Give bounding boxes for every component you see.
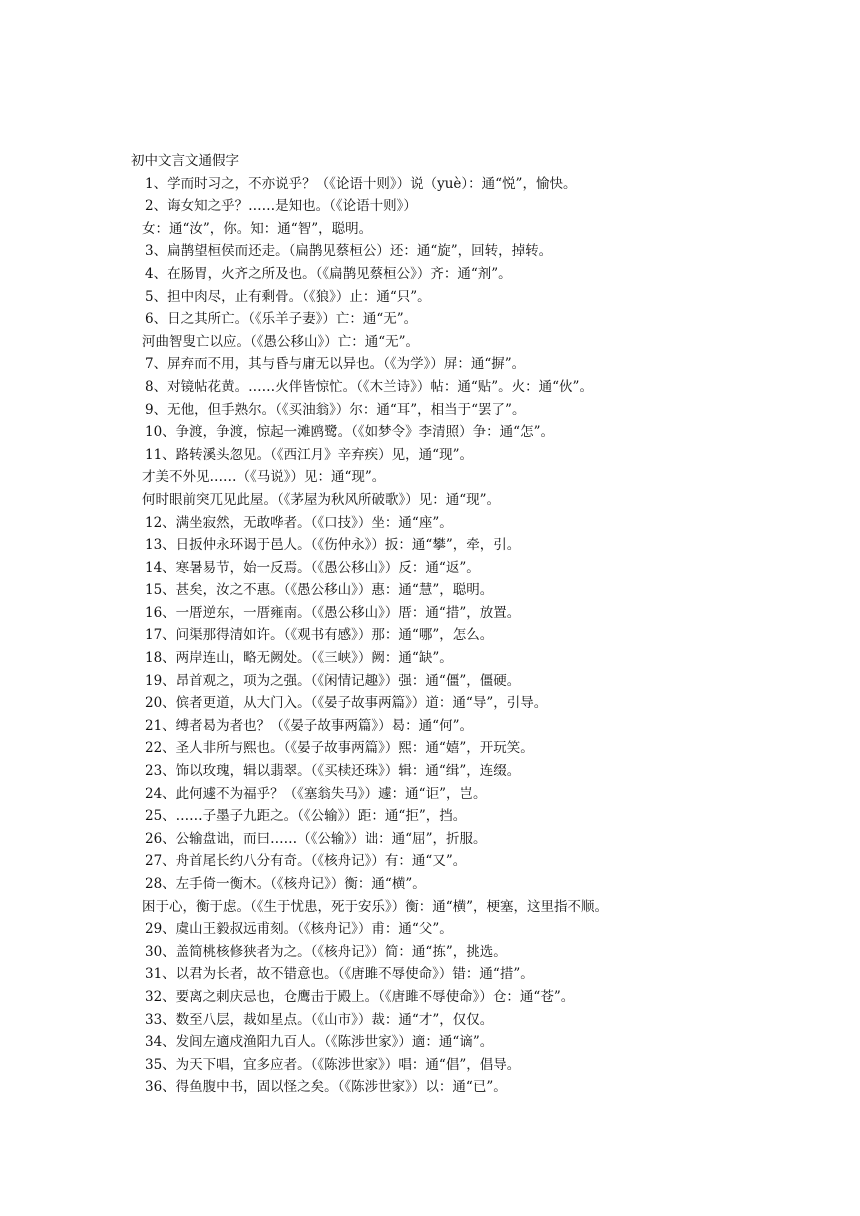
entry-line: 8、对镜帖花黄。……火伴皆惊忙。（《木兰诗》）帖：通“贴”。火：通“伙”。 bbox=[145, 378, 593, 395]
entry-line: 4、在肠胃，火齐之所及也。（《扁鹊见蔡桓公》）齐：通“剂”。 bbox=[145, 265, 512, 282]
entry-continuation: 女：通“汝”，你。知：通“智”，聪明。 bbox=[142, 220, 373, 237]
entry-line: 23、饰以玫瑰，辑以翡翠。（《买椟还珠》）辑：通“缉”，连缀。 bbox=[145, 763, 521, 780]
entry-line: 24、此何遽不为福乎？（《塞翁失马》）遽：通“讵”，岂。 bbox=[145, 785, 487, 802]
entry-line: 6、日之其所亡。（《乐羊子妻》）亡：通“无”。 bbox=[145, 311, 418, 328]
entry-line: 3、扁鹊望桓侯而还走。（扁鹊见蔡桓公）还：通“旋”，回转，掉转。 bbox=[145, 243, 553, 260]
entry-line: 30、盖简桃核修狭者为之。（《核舟记》）简：通“拣”，挑选。 bbox=[145, 943, 507, 960]
entry-line: 22、圣人非所与熙也。（《晏子故事两篇》）熙：通“嬉”，开玩笑。 bbox=[145, 740, 534, 757]
entry-line: 20、傧者更道，从大门入。（《晏子故事两篇》）道：通“导”，引导。 bbox=[145, 695, 548, 712]
entry-line: 5、担中肉尽，止有剩骨。（《狼》）止：通“只”。 bbox=[145, 288, 431, 305]
entry-line: 15、甚矣，汝之不惠。（《愚公移山》）惠：通“慧”，聪明。 bbox=[145, 582, 494, 599]
entry-line: 14、寒暑易节，始一反焉。（《愚公移山》）反：通“返”。 bbox=[145, 559, 480, 576]
entry-line: 12、满坐寂然，无敢哗者。（《口技》）坐：通“座”。 bbox=[145, 514, 453, 531]
entry-line: 31、以君为长者，故不错意也。（《唐雎不辱使命》）错：通“措”。 bbox=[145, 966, 534, 983]
entry-line: 9、无他，但手熟尔。（《买油翁》）尔：通“耳”，相当于“罢了”。 bbox=[145, 401, 526, 418]
entry-line: 21、缚者曷为者也？（《晏子故事两篇》）曷：通“何”。 bbox=[145, 717, 473, 734]
entry-line: 13、日扳仲永环谒于邑人。（《伤仲永》）扳：通“攀”，牵，引。 bbox=[145, 537, 521, 554]
entry-continuation: 才美不外见……（《马说》）见：通“现”。 bbox=[142, 469, 386, 486]
document-title: 初中文言文通假字 bbox=[131, 153, 239, 169]
entry-line: 26、公输盘诎，而曰……（《公输》）诎：通“屈”，折服。 bbox=[145, 830, 487, 847]
entry-line: 35、为天下唱，宜多应者。（《陈涉世家》）唱：通“倡”，倡导。 bbox=[145, 1056, 521, 1073]
entry-line: 7、屏弃而不用，其与昏与庸无以异也。（《为学》）屏：通“摒”。 bbox=[145, 356, 526, 373]
entry-line: 16、一厝逆东，一厝雍南。（《愚公移山》）厝：通“措”，放置。 bbox=[145, 604, 521, 621]
entry-line: 25、……子墨子九距之。（《公输》）距：通“拒”，挡。 bbox=[145, 808, 467, 825]
entry-line: 33、数至八层，裁如星点。（《山市》）裁：通“才”，仅仅。 bbox=[145, 1011, 494, 1028]
entry-line: 17、问渠那得清如许。（《观书有感》）那：通“哪”，怎么。 bbox=[145, 627, 494, 644]
entry-line: 27、舟首尾长约八分有奇。（《核舟记》）有：通“又”。 bbox=[145, 853, 467, 870]
entry-line: 32、要离之刺庆忌也，仓鹰击于殿上。（《唐雎不辱使命》）仓：通“苍”。 bbox=[145, 988, 575, 1005]
entry-line: 36、得鱼腹中书，固以怪之矣。（《陈涉世家》）以：通“已”。 bbox=[145, 1079, 507, 1096]
entry-line: 29、虞山王毅叔远甫刻。（《核舟记》）甫：通“父”。 bbox=[145, 921, 453, 938]
entry-line: 10、争渡，争渡，惊起一滩鸥鹭。（《如梦令》李清照）争：通“怎”。 bbox=[145, 424, 554, 441]
entry-line: 28、左手倚一衡木。（《核舟记》）衡：通“横”。 bbox=[145, 876, 426, 892]
entry-line: 2、诲女知之乎？……是知也。（《论语十则》） bbox=[145, 198, 417, 215]
entry-line: 19、昂首观之，项为之强。（《闲情记趣》）强：通“僵”，僵硬。 bbox=[145, 672, 521, 689]
entry-continuation: 河曲智叟亡以应。（《愚公移山》）亡：通“无”。 bbox=[142, 333, 420, 350]
entry-continuation: 困于心，衡于虑。（《生于忧患，死于安乐》）衡：通“横”，梗塞，这里指不顺。 bbox=[142, 898, 609, 915]
entry-line: 1、学而时习之，不亦说乎？（《论语十则》）说（yuè）：通“悦”，愉快。 bbox=[145, 175, 577, 192]
document-body bbox=[131, 150, 831, 1099]
entry-continuation: 何时眼前突兀见此屋。（《茅屋为秋风所破歌》）见：通“现”。 bbox=[142, 491, 501, 508]
entry-line: 34、发闾左適戍渔阳九百人。（《陈涉世家》）適：通“谪”。 bbox=[145, 1034, 494, 1051]
entry-line: 11、路转溪头忽见。（《西江月》辛弃疾）见，通“现”。 bbox=[145, 446, 473, 463]
entry-line: 18、两岸连山，略无阙处。（《三峡》）阙：通“缺”。 bbox=[145, 650, 453, 667]
